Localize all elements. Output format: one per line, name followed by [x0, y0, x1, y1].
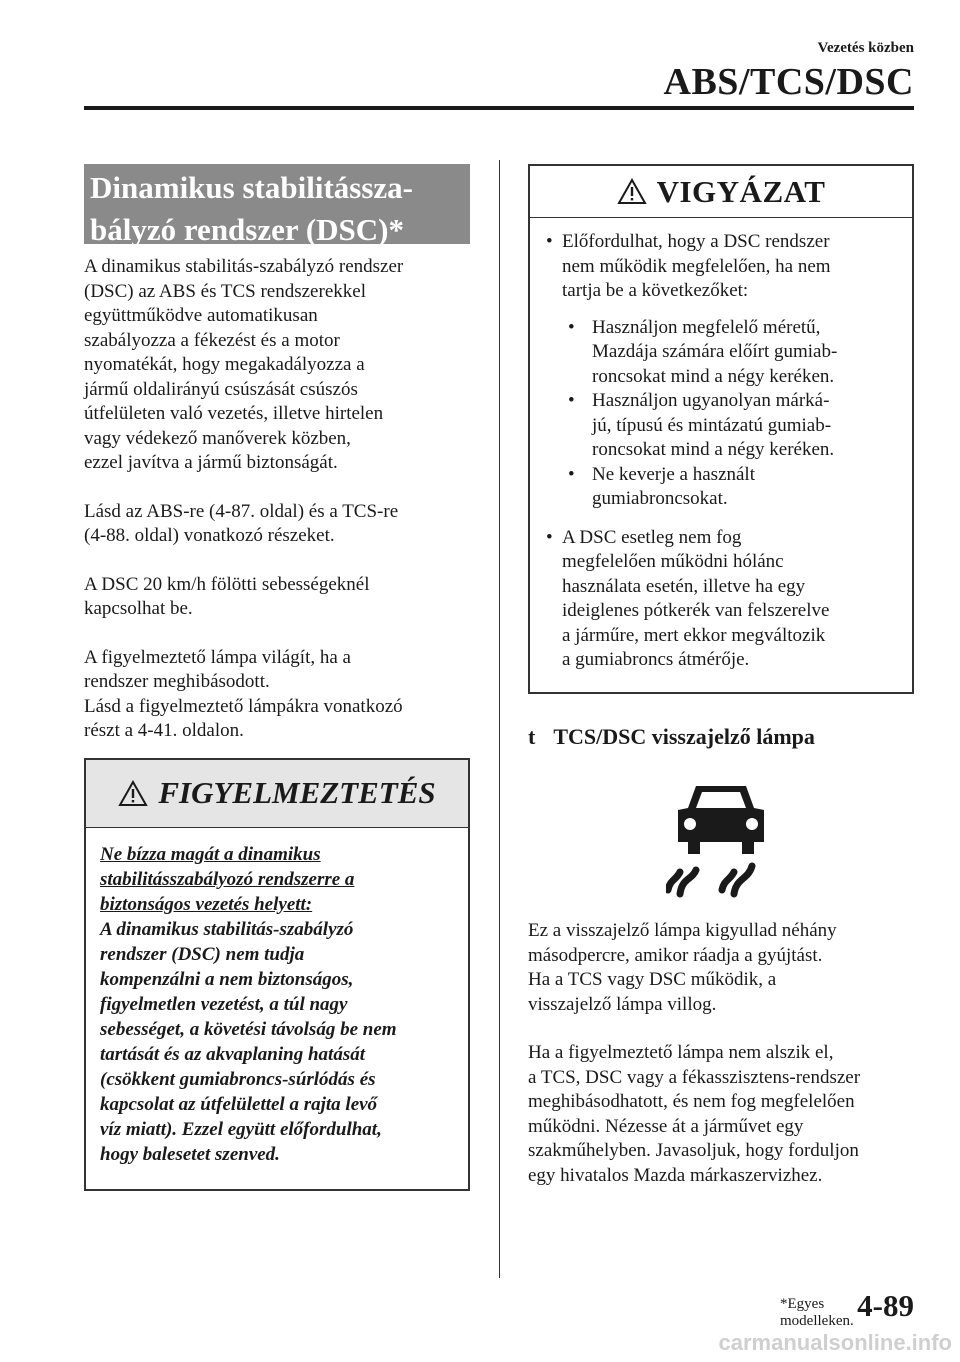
list-item: • A DSC esetleg nem fog megfelelően működni hólánc használata esetén, illetve ha egy ideiglenes pótkerék van felszerelve a járműre, mert ekkor megváltozik a gumiabroncs átmérője. [546, 526, 830, 670]
left-column [84, 164, 470, 1191]
heading-line: bályzó rendszer (DSC)* [90, 212, 404, 247]
subheading-text: TCS/DSC visszajelző lámpa [553, 724, 815, 749]
skid-car-icon [666, 780, 776, 900]
caution-text [530, 218, 912, 673]
header-rule [84, 106, 914, 110]
page-number: 4-89 [857, 1288, 914, 1323]
lamp-paragraph-1: Ez a visszajelző lámpa kigyullad néhány másodpercre, amikor ráadja a gyújtást. Ha a TCS vagy DSC működik, a visszajelző lámpa villog. [528, 920, 837, 1015]
heading-line: Dinamikus stabilitássza- [90, 170, 413, 205]
lamp-paragraph-2: Ha a figyelmeztető lámpa nem alszik el, a TCS, DSC vagy a fékasszisztens-rendszer meghibásodhatott, és nem fog megfelelően működni. Nézesse át a járművet egy szakműhelyben. Javasoljuk, hogy forduljon egy hivatalos Mazda márkaszervizhez. [528, 1042, 861, 1186]
footnote: *Egyes modelleken. [780, 1296, 854, 1329]
warning-box [84, 758, 470, 1191]
warning-header [86, 760, 468, 828]
subheading-marker: t [528, 724, 536, 749]
warning-lamp-paragraph: A figyelmeztető lámpa világít, ha a rendszer meghibásodott. Lásd a figyelmeztető lámpákra vonatkozó részt a 4-41. oldalon. [84, 646, 403, 741]
warning-text: Ne bízza magát a dinamikus stabilitásszabályozó rendszerre a biztonságos vezetés helyett: A dinamikus stabilitás-szabályzó rendszer (DSC) nem tudja kompenzálni a nem biztonságos, figyelmetlen vezetést, a túl nagy sebességet, a követési távolság be nem tartását és az akvaplaning hatását (csökkent gumiabroncs-súrlódás és kapcsolat az útfelülettel a rajta levő víz miatt). Ezzel együtt előfordulhat, hogy balesetet szenved. [100, 843, 397, 1165]
caution-box [528, 164, 914, 694]
list-item: • Előfordulhat, hogy a DSC rendszer nem működik megfelelően, ha nem tartja be a következőket: [546, 231, 831, 301]
warning-triangle-icon [118, 780, 148, 807]
reference-paragraph: Lásd az ABS-re (4-87. oldal) és a TCS-re (4-88. oldal) vonatkozó részeket. [84, 500, 399, 546]
lamp-subheading [528, 724, 914, 750]
right-column [528, 164, 914, 1188]
intro-paragraph: A dinamikus stabilitás-szabályzó rendszer (DSC) az ABS és TCS rendszerekkel együttműködve automatikusan szabályozza a fékezést és a motor nyomatékát, hogy megakadályozza a jármű oldalirányú csúszását csúszós útfelületen való vezetés, illetve hirtelen vagy védekező manőverek közben, ezzel javítva a jármű biztonságát. [84, 256, 404, 473]
chapter-label: Vezetés közben [817, 40, 914, 56]
warning-triangle-icon [617, 178, 647, 205]
column-divider [499, 160, 500, 1278]
list-item: • Ne keverje a használt gumiabroncsokat. [568, 463, 755, 509]
warning-title: FIGYELMEZTETÉS [158, 775, 436, 810]
section-title: ABS/TCS/DSC [663, 61, 914, 103]
caution-title: VIGYÁZAT [656, 173, 826, 209]
list-item: • Használjon megfelelő méretű, Mazdája számára előírt gumiab- roncsokat mind a négy keréken. [568, 316, 838, 387]
watermark: carmanualsonline.info [718, 1330, 952, 1355]
list-item: • Használjon ugyanolyan márká- jú, típusú és mintázatú gumiab- roncsokat mind a négy keréken. [568, 390, 835, 460]
caution-header [530, 166, 912, 218]
dsc-heading [84, 164, 470, 247]
speed-paragraph: A DSC 20 km/h fölötti sebességeknél kapcsolhat be. [84, 573, 370, 619]
